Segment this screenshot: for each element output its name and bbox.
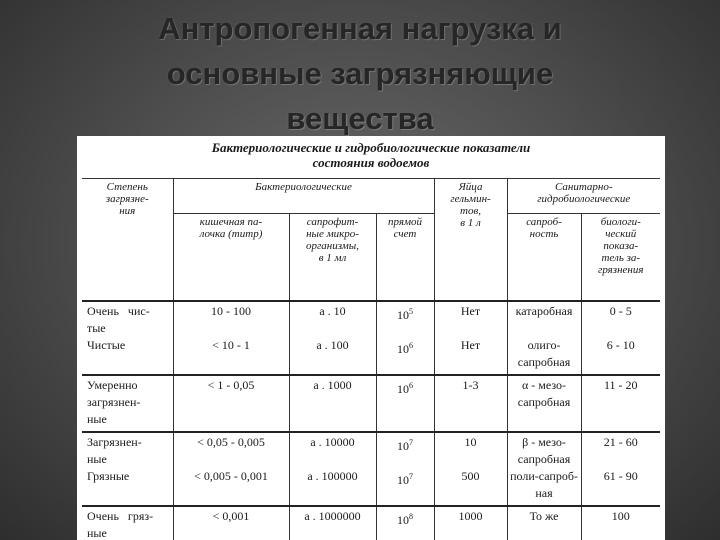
cell-degree: Умеренно загрязнен- ные — [82, 375, 173, 432]
cell-saprobity: катаробная олиго- сапробная — [507, 301, 581, 375]
document-title — [77, 136, 665, 178]
cell-helminth-eggs: Нет Нет — [434, 301, 507, 375]
cell-degree: Очень чис- тые Чистые — [82, 301, 173, 375]
cell-coli: < 0,05 - 0,005 < 0,005 - 0,001 — [173, 432, 289, 506]
header-degree: Степень загрязне- ния — [82, 179, 173, 302]
cell-helminth-eggs: 1-3 — [434, 375, 507, 432]
cell-degree: Очень гряз- ные — [82, 506, 173, 540]
cell-degree: Загрязнен- ные Грязные — [82, 432, 173, 506]
cell-direct-count: $10^7$ $10^7$ — [376, 432, 434, 506]
header-saprophytic: сапрофит- ные микро- организмы, в 1 мл — [289, 214, 376, 302]
cell-direct-count: $10^5$ $10^6$ — [376, 301, 434, 375]
cell-direct-count: $10^8$ — [376, 506, 434, 540]
cell-saprobity: То же — [507, 506, 581, 540]
cell-coli: < 1 - 0,05 — [173, 375, 289, 432]
slide-title-line-1: Антропогенная нагрузка и — [158, 11, 562, 46]
table-row — [82, 432, 660, 506]
cell-biological-index: 100 — [611, 509, 630, 523]
header-sanitary-hydrobiological: Санитарно- гидробиологические — [507, 179, 660, 214]
cell-biological-index: 11 - 20 — [581, 375, 660, 432]
table-row — [82, 506, 660, 540]
cell-helminth-eggs: 10 500 — [434, 432, 507, 506]
header-biological-index: биологи- ческий показа- тель за- грязнения — [581, 214, 660, 302]
header-helminth-eggs: Яйца гельмин- тов, в 1 л — [434, 179, 507, 302]
scanned-table-document — [77, 136, 665, 540]
table-row — [82, 375, 660, 432]
table-row — [82, 301, 660, 375]
water-quality-table — [82, 178, 660, 540]
cell-coli: < 0,001 — [173, 506, 289, 540]
header-bacteriological: Бактериологические — [173, 179, 434, 214]
cell-saprobity: β - мезо- сапробная поли-сапроб- ная — [507, 432, 581, 506]
cell-saprophytic: а . 10 а . 100 — [289, 301, 376, 375]
cell-saprophytic: а . 10000 а . 100000 — [289, 432, 376, 506]
document-title-line-2: состояния водоемов — [312, 155, 430, 170]
cell-saprophytic: а . 1000 — [289, 375, 376, 432]
document-title-line-1: Бактериологические и гидробиологические показатели — [211, 140, 531, 155]
header-saprobity: сапроб- ность — [507, 214, 581, 302]
header-coli-titer: кишечная па- лочка (титр) — [173, 214, 289, 302]
slide-title-line-3: вещества — [286, 101, 434, 136]
cell-direct-count: $10^6$ — [376, 375, 434, 432]
cell-biological-index: 0 - 5 6 - 10 — [581, 301, 660, 375]
cell-saprophytic: а . 1000000 — [289, 506, 376, 540]
slide-title — [0, 6, 720, 141]
header-direct-count: прямой счет — [376, 214, 434, 302]
cell-coli: 10 - 100 < 10 - 1 — [173, 301, 289, 375]
cell-helminth-eggs: 1000 — [434, 506, 507, 540]
cell-biological-index: 21 - 60 61 - 90 — [581, 432, 660, 506]
slide-title-line-2: основные загрязняющие — [166, 56, 554, 91]
cell-saprobity: α - мезо- сапробная — [507, 375, 581, 432]
